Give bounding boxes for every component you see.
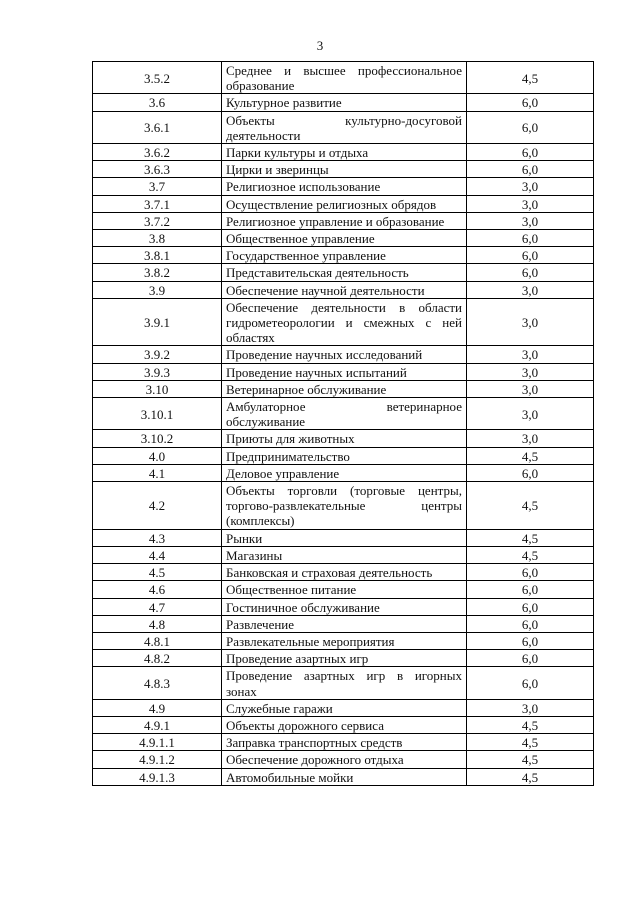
table-row <box>93 598 594 615</box>
cell-name: Деловое управление <box>222 464 467 481</box>
table-row <box>93 632 594 649</box>
cell-name: Общественное питание <box>222 581 467 598</box>
cell-value: 4,5 <box>467 482 594 530</box>
cell-value: 3,0 <box>467 363 594 380</box>
table-row <box>93 380 594 397</box>
cell-value: 6,0 <box>467 650 594 667</box>
table-row <box>93 195 594 212</box>
cell-code: 4.9.1.1 <box>93 734 222 751</box>
table-row <box>93 247 594 264</box>
cell-code: 3.6.3 <box>93 161 222 178</box>
cell-name: Ветеринарное обслуживание <box>222 380 467 397</box>
table-row <box>93 564 594 581</box>
cell-code: 3.8.1 <box>93 247 222 264</box>
cell-code: 3.6.1 <box>93 111 222 143</box>
cell-code: 4.9.1.2 <box>93 751 222 768</box>
table-row <box>93 667 594 699</box>
cell-name: Обеспечение дорожного отдыха <box>222 751 467 768</box>
cell-name: Культурное развитие <box>222 94 467 111</box>
table-row <box>93 482 594 530</box>
cell-code: 3.8.2 <box>93 264 222 281</box>
cell-code: 4.5 <box>93 564 222 581</box>
cell-code: 4.0 <box>93 447 222 464</box>
table-row <box>93 581 594 598</box>
cell-name: Служебные гаражи <box>222 699 467 716</box>
cell-code: 3.10 <box>93 380 222 397</box>
page-number: 3 <box>316 38 324 53</box>
cell-code: 4.9.1 <box>93 716 222 733</box>
cell-value: 6,0 <box>467 247 594 264</box>
cell-value: 3,0 <box>467 346 594 363</box>
cell-value: 4,5 <box>467 734 594 751</box>
cell-code: 3.5.2 <box>93 62 222 94</box>
cell-name: Приюты для животных <box>222 430 467 447</box>
cell-code: 4.7 <box>93 598 222 615</box>
cell-code: 4.4 <box>93 546 222 563</box>
table-row <box>93 650 594 667</box>
cell-name: Общественное управление <box>222 230 467 247</box>
cell-code: 4.1 <box>93 464 222 481</box>
table-row <box>93 430 594 447</box>
table-row <box>93 298 594 346</box>
cell-code: 4.8.2 <box>93 650 222 667</box>
cell-code: 4.8.1 <box>93 632 222 649</box>
cell-value: 6,0 <box>467 581 594 598</box>
cell-value: 3,0 <box>467 195 594 212</box>
table-row <box>93 529 594 546</box>
cell-code: 3.7 <box>93 178 222 195</box>
cell-name: Гостиничное обслуживание <box>222 598 467 615</box>
cell-value: 4,5 <box>467 751 594 768</box>
table-row <box>93 94 594 111</box>
table-row <box>93 111 594 143</box>
cell-value: 3,0 <box>467 699 594 716</box>
cell-name: Банковская и страховая деятельность <box>222 564 467 581</box>
cell-name: Предпринимательство <box>222 447 467 464</box>
table-row <box>93 62 594 94</box>
cell-value: 4,5 <box>467 716 594 733</box>
cell-value: 6,0 <box>467 564 594 581</box>
table-row <box>93 464 594 481</box>
table-row <box>93 363 594 380</box>
cell-code: 4.8.3 <box>93 667 222 699</box>
cell-name: Амбулаторное ветеринарное обслуживание <box>222 398 467 430</box>
cell-name: Религиозное управление и образование <box>222 212 467 229</box>
cell-code: 4.6 <box>93 581 222 598</box>
cell-value: 6,0 <box>467 632 594 649</box>
cell-name: Объекты дорожного сервиса <box>222 716 467 733</box>
table-row <box>93 768 594 785</box>
land-use-table <box>92 61 594 786</box>
cell-value: 3,0 <box>467 380 594 397</box>
table-row <box>93 699 594 716</box>
table-row <box>93 161 594 178</box>
cell-value: 3,0 <box>467 298 594 346</box>
cell-name: Представительская деятельность <box>222 264 467 281</box>
cell-code: 3.9 <box>93 281 222 298</box>
table-row <box>93 716 594 733</box>
cell-value: 6,0 <box>467 230 594 247</box>
cell-code: 3.7.1 <box>93 195 222 212</box>
cell-value: 6,0 <box>467 464 594 481</box>
cell-name: Обеспечение научной деятельности <box>222 281 467 298</box>
cell-name: Проведение научных исследований <box>222 346 467 363</box>
cell-code: 3.9.2 <box>93 346 222 363</box>
table-row <box>93 230 594 247</box>
cell-name: Государственное управление <box>222 247 467 264</box>
cell-code: 4.3 <box>93 529 222 546</box>
cell-value: 4,5 <box>467 768 594 785</box>
table-row <box>93 264 594 281</box>
cell-value: 4,5 <box>467 546 594 563</box>
cell-name: Цирки и зверинцы <box>222 161 467 178</box>
cell-value: 6,0 <box>467 161 594 178</box>
cell-value: 6,0 <box>467 667 594 699</box>
cell-code: 3.7.2 <box>93 212 222 229</box>
cell-code: 4.9 <box>93 699 222 716</box>
table-row <box>93 346 594 363</box>
cell-value: 3,0 <box>467 212 594 229</box>
cell-value: 6,0 <box>467 264 594 281</box>
cell-name: Осуществление религиозных обрядов <box>222 195 467 212</box>
cell-value: 4,5 <box>467 447 594 464</box>
cell-value: 6,0 <box>467 615 594 632</box>
cell-value: 4,5 <box>467 62 594 94</box>
cell-name: Развлекательные мероприятия <box>222 632 467 649</box>
cell-code: 3.8 <box>93 230 222 247</box>
cell-value: 3,0 <box>467 281 594 298</box>
table-row <box>93 178 594 195</box>
table-row <box>93 751 594 768</box>
cell-code: 4.9.1.3 <box>93 768 222 785</box>
cell-name: Религиозное использование <box>222 178 467 195</box>
table-body <box>93 62 594 786</box>
cell-value: 4,5 <box>467 529 594 546</box>
cell-name: Развлечение <box>222 615 467 632</box>
cell-name: Парки культуры и отдыха <box>222 144 467 161</box>
cell-value: 6,0 <box>467 144 594 161</box>
cell-name: Объекты торговли (торговые центры, торгово-развлекательные центры (комплексы) <box>222 482 467 530</box>
cell-code: 3.9.1 <box>93 298 222 346</box>
cell-name: Проведение научных испытаний <box>222 363 467 380</box>
table-row <box>93 144 594 161</box>
table-row <box>93 281 594 298</box>
cell-value: 3,0 <box>467 398 594 430</box>
cell-value: 6,0 <box>467 94 594 111</box>
cell-name: Среднее и высшее профессиональное образование <box>222 62 467 94</box>
table-row <box>93 615 594 632</box>
cell-name: Проведение азартных игр <box>222 650 467 667</box>
cell-code: 3.6.2 <box>93 144 222 161</box>
table-row <box>93 734 594 751</box>
cell-name: Проведение азартных игр в игорных зонах <box>222 667 467 699</box>
table-row <box>93 447 594 464</box>
cell-name: Заправка транспортных средств <box>222 734 467 751</box>
cell-name: Рынки <box>222 529 467 546</box>
cell-value: 3,0 <box>467 430 594 447</box>
table-row <box>93 212 594 229</box>
cell-code: 3.9.3 <box>93 363 222 380</box>
table-row <box>93 398 594 430</box>
cell-name: Обеспечение деятельности в области гидрометеорологии и смежных с ней областях <box>222 298 467 346</box>
cell-name: Магазины <box>222 546 467 563</box>
cell-code: 3.10.1 <box>93 398 222 430</box>
cell-name: Объекты культурно-досуговой деятельности <box>222 111 467 143</box>
cell-value: 6,0 <box>467 111 594 143</box>
cell-code: 3.6 <box>93 94 222 111</box>
cell-value: 6,0 <box>467 598 594 615</box>
table-row <box>93 546 594 563</box>
cell-code: 4.8 <box>93 615 222 632</box>
cell-value: 3,0 <box>467 178 594 195</box>
cell-code: 3.10.2 <box>93 430 222 447</box>
cell-name: Автомобильные мойки <box>222 768 467 785</box>
cell-code: 4.2 <box>93 482 222 530</box>
